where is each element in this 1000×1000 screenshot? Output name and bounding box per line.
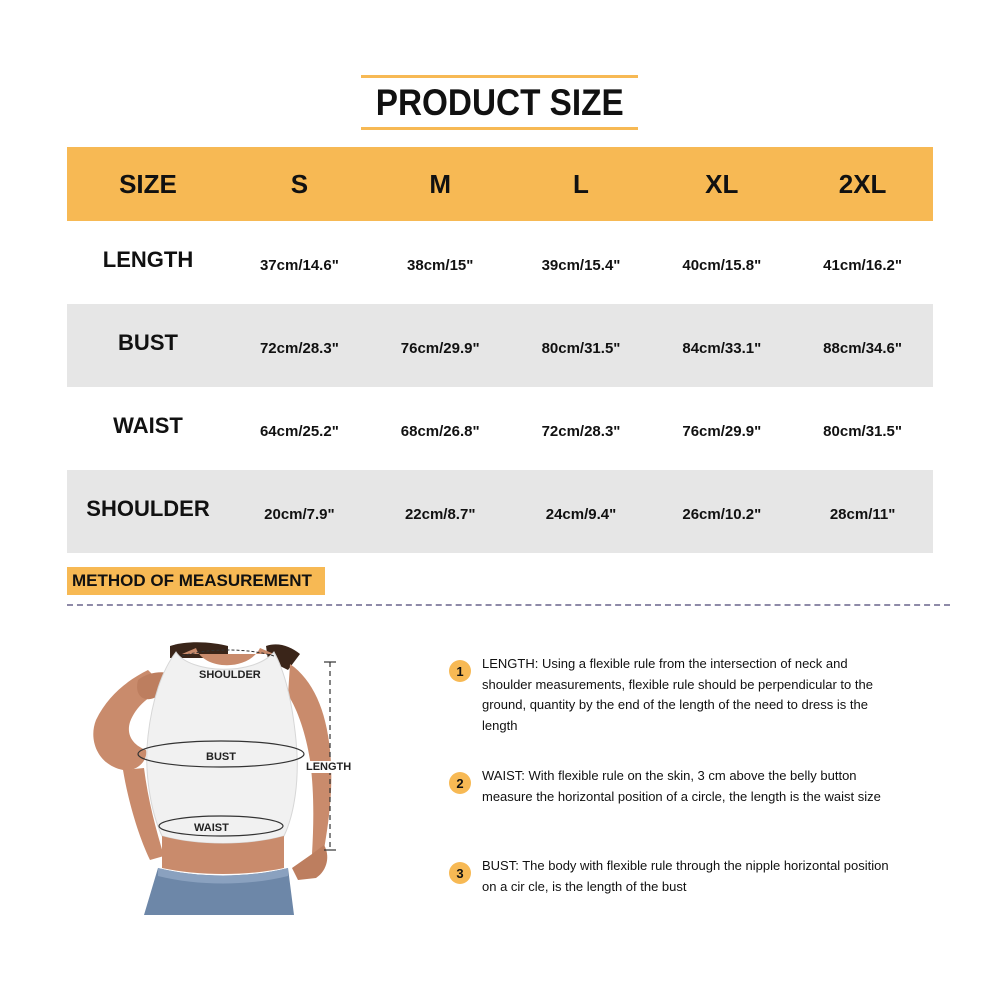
note-text: WAIST: With flexible rule on the skin, 3 cm above the belly button measure the horizontal position of a circle, the length is the waist size xyxy=(482,768,881,804)
table-cell: 72cm/28.3" xyxy=(229,304,370,387)
header-size: SIZE xyxy=(67,147,229,221)
figure-label-length: LENGTH xyxy=(306,761,352,773)
table-cell: 39cm/15.4" xyxy=(541,257,621,274)
figure-label-shoulder: SHOULDER xyxy=(199,669,261,681)
measurement-figure xyxy=(78,640,378,915)
header-2xl: 2XL xyxy=(792,147,933,221)
table-cell: 41cm/16.2" xyxy=(823,257,903,274)
table-header-row xyxy=(67,147,933,221)
number-badge-icon: 1 xyxy=(449,660,471,682)
section-divider xyxy=(67,604,950,606)
table-cell: 64cm/25.2" xyxy=(259,423,339,440)
table-cell: 38cm/15" xyxy=(407,257,474,274)
header-l: L xyxy=(511,147,652,221)
table-cell: 24cm/9.4" xyxy=(511,470,652,553)
header-s: S xyxy=(229,147,370,221)
row-label: WAIST xyxy=(113,412,183,438)
table-cell: 37cm/14.6" xyxy=(259,257,339,274)
table-cell: 28cm/11" xyxy=(792,470,933,553)
tank-top-figure xyxy=(78,640,378,915)
table-row-shoulder xyxy=(67,470,933,553)
table-row-waist xyxy=(67,387,933,470)
table-cell: 80cm/31.5" xyxy=(511,304,652,387)
size-table xyxy=(67,147,933,553)
figure-label-bust: BUST xyxy=(206,751,236,763)
table-row-length xyxy=(67,221,933,304)
page-title: PRODUCT SIZE xyxy=(375,81,624,123)
note-text: LENGTH: Using a flexible rule from the intersection of neck and shoulder measurements, flexible rule should be perpendicular to the ground, quantity by the end of the length of the need to dress is the length xyxy=(482,656,873,733)
table-cell: 68cm/26.8" xyxy=(400,423,480,440)
table-cell: 22cm/8.7" xyxy=(370,470,511,553)
number-badge-icon: 2 xyxy=(449,772,471,794)
table-row-bust xyxy=(67,304,933,387)
table-cell: 76cm/29.9" xyxy=(682,423,762,440)
table-cell: 88cm/34.6" xyxy=(792,304,933,387)
table-cell: 76cm/29.9" xyxy=(370,304,511,387)
header-m: M xyxy=(370,147,511,221)
header-xl: XL xyxy=(651,147,792,221)
number-badge-icon: 3 xyxy=(449,862,471,884)
row-label: SHOULDER xyxy=(67,470,229,553)
figure-label-waist: WAIST xyxy=(194,822,229,834)
row-label: BUST xyxy=(67,304,229,387)
table-cell: 72cm/28.3" xyxy=(541,423,621,440)
method-heading: METHOD OF MEASUREMENT xyxy=(67,567,325,595)
table-cell: 84cm/33.1" xyxy=(651,304,792,387)
table-cell: 20cm/7.9" xyxy=(229,470,370,553)
title-banner xyxy=(361,75,638,130)
note-text: BUST: The body with flexible rule through the nipple horizontal position on a cir cle, is the length of the bust xyxy=(482,858,889,894)
table-cell: 80cm/31.5" xyxy=(823,423,903,440)
table-cell: 40cm/15.8" xyxy=(682,257,762,274)
row-label: LENGTH xyxy=(102,246,194,272)
table-cell: 26cm/10.2" xyxy=(651,470,792,553)
